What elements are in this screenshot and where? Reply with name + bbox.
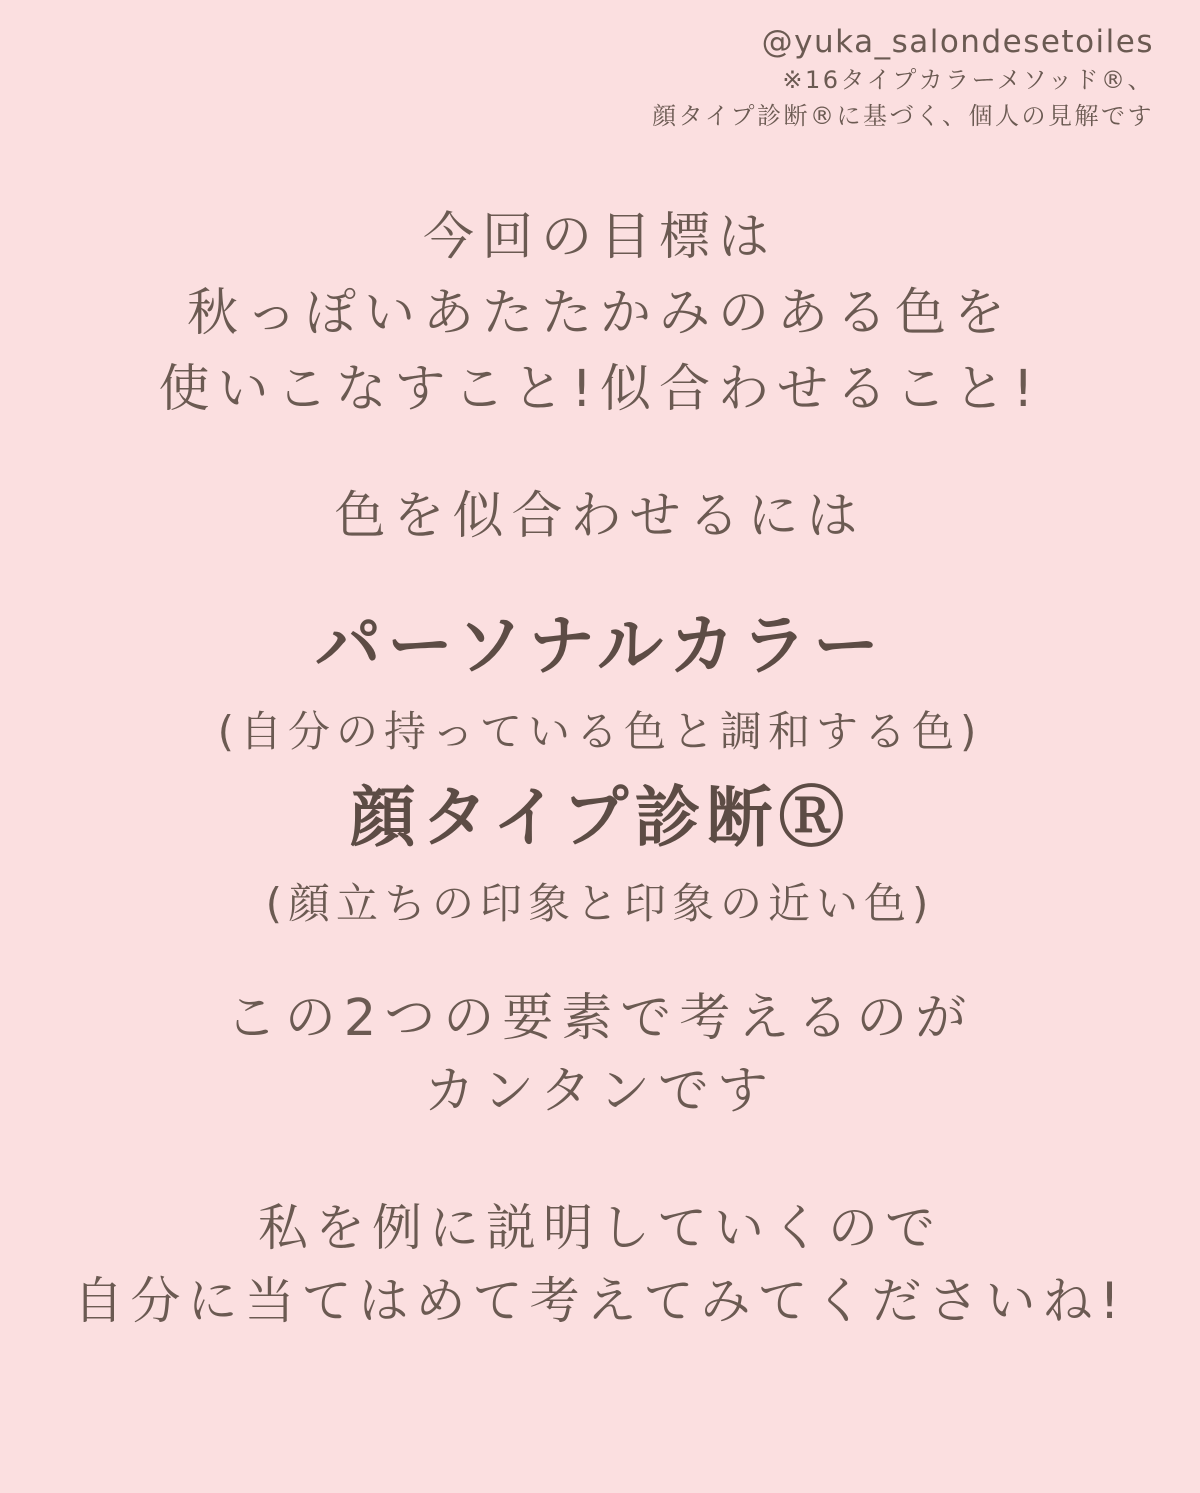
method2-title: 顔タイプ診断Ⓡ (349, 779, 851, 856)
outro-block (0, 1192, 1200, 1338)
credit-block (652, 22, 1154, 134)
lead-block (0, 482, 1200, 552)
methods-block (0, 600, 1200, 944)
outro-line-2: 自分に当てはめて考えてみてくださいね! (73, 1272, 1127, 1330)
lead-line: 色を似合わせるには (334, 487, 866, 546)
intro-line-2: 秋っぽいあたたかみのある色を (186, 284, 1013, 343)
disclaimer-line-1: ※16タイプカラーメソッド®、 (782, 66, 1154, 94)
intro-block (0, 200, 1200, 428)
method1-title: パーソナルカラー (314, 607, 886, 684)
point-block (0, 982, 1200, 1128)
disclaimer-line-2: 顔タイプ診断®に基づく、個人の見解です (652, 102, 1154, 130)
point-line-1: この2つの要素で考えるのが (225, 989, 975, 1048)
account-handle: @yuka_salondesetoiles (761, 24, 1154, 60)
intro-line-1: 今回の目標は (422, 208, 777, 267)
method2-subtitle: (顔立ちの印象と印象の近い色) (265, 879, 935, 928)
intro-line-3: 使いこなすこと!似合わせること! (158, 360, 1042, 419)
method1-subtitle: (自分の持っている色と調和する色) (217, 707, 983, 756)
outro-line-1: 私を例に説明していくので (258, 1199, 942, 1257)
point-line-2: カンタンです (424, 1062, 776, 1121)
